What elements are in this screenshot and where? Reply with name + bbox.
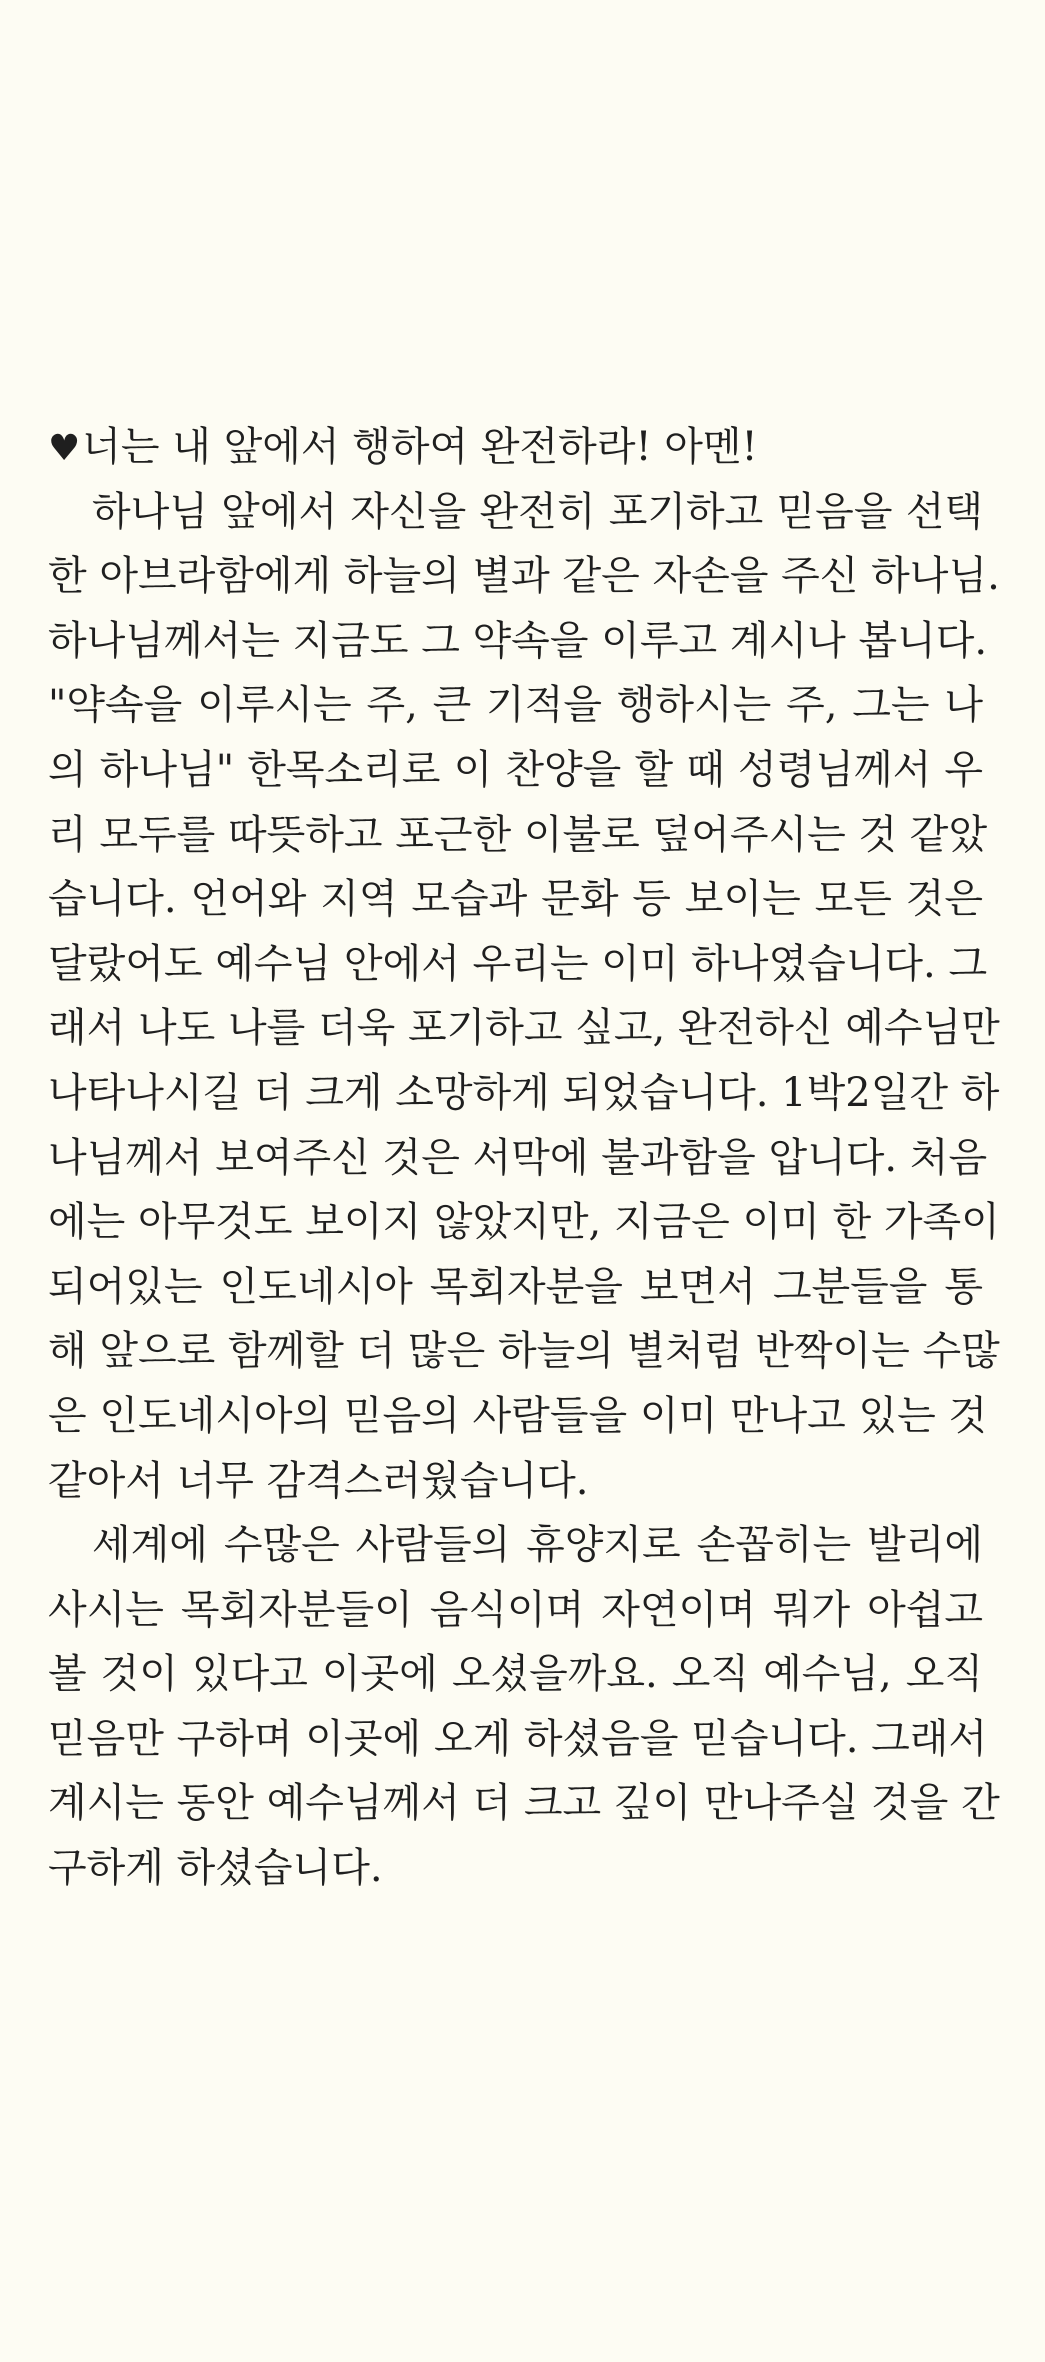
paragraph-line: 은 인도네시아의 믿음의 사람들을 이미 만나고 있는 것 bbox=[48, 1392, 988, 1439]
paragraph-line: 리 모두를 따뜻하고 포근한 이불로 덮어주시는 것 같았 bbox=[48, 811, 988, 858]
paragraph-line: 해 앞으로 함께할 더 많은 하늘의 별처럼 반짝이는 수많 bbox=[48, 1328, 1000, 1375]
paragraph-line: 계시는 동안 예수님께서 더 크고 깊이 만나주실 것을 간 bbox=[48, 1780, 1000, 1827]
article-body bbox=[48, 415, 1000, 1901]
paragraph-line: 같아서 너무 감격스러웠습니다. bbox=[48, 1457, 589, 1504]
heart-icon: ♥ bbox=[48, 428, 81, 469]
paragraph-line: 사시는 목회자분들이 음식이며 자연이며 뭐가 아쉽고 bbox=[48, 1586, 983, 1633]
paragraph-line: "약속을 이루시는 주, 큰 기적을 행하시는 주, 그는 나 bbox=[48, 682, 983, 729]
paragraph-line: 에는 아무것도 보이지 않았지만, 지금은 이미 한 가족이 bbox=[48, 1199, 1000, 1246]
paragraph-line: 하나님께서는 지금도 그 약속을 이루고 계시나 봅니다. bbox=[48, 617, 988, 664]
paragraph-line: 믿음만 구하며 이곳에 오게 하셨음을 믿습니다. 그래서 bbox=[48, 1715, 988, 1762]
heading-line bbox=[48, 415, 983, 480]
paragraph-line: 나님께서 보여주신 것은 서막에 불과함을 압니다. 처음 bbox=[48, 1134, 988, 1181]
paragraph-line: 나타나시길 더 크게 소망하게 되었습니다. 1박2일간 하 bbox=[48, 1069, 1000, 1116]
paragraph-line: 구하게 하셨습니다. bbox=[48, 1845, 383, 1892]
paragraph-line: 래서 나도 나를 더욱 포기하고 싶고, 완전하신 예수님만 bbox=[48, 1005, 1000, 1052]
heading-text: 너는 내 앞에서 행하여 완전하라! 아멘! bbox=[82, 424, 758, 470]
paragraph-line: 의 하나님" 한목소리로 이 찬양을 할 때 성령님께서 우 bbox=[48, 746, 983, 793]
paragraph-1 bbox=[48, 480, 1000, 1514]
paragraph-line: 하나님 앞에서 자신을 완전히 포기하고 믿음을 선택 bbox=[92, 488, 983, 535]
paragraph-line: 되어있는 인도네시아 목회자분을 보면서 그분들을 통 bbox=[48, 1263, 983, 1310]
paragraph-2 bbox=[48, 1513, 1000, 1901]
paragraph-line: 습니다. 언어와 지역 모습과 문화 등 보이는 모든 것은 bbox=[48, 876, 983, 923]
paragraph-line: 볼 것이 있다고 이곳에 오셨을까요. 오직 예수님, 오직 bbox=[48, 1651, 983, 1698]
paragraph-line: 달랐어도 예수님 안에서 우리는 이미 하나였습니다. 그 bbox=[48, 940, 988, 987]
paragraph-line: 한 아브라함에게 하늘의 별과 같은 자손을 주신 하나님. bbox=[48, 553, 1000, 600]
paragraph-line: 세계에 수많은 사람들의 휴양지로 손꼽히는 발리에 bbox=[92, 1522, 983, 1569]
